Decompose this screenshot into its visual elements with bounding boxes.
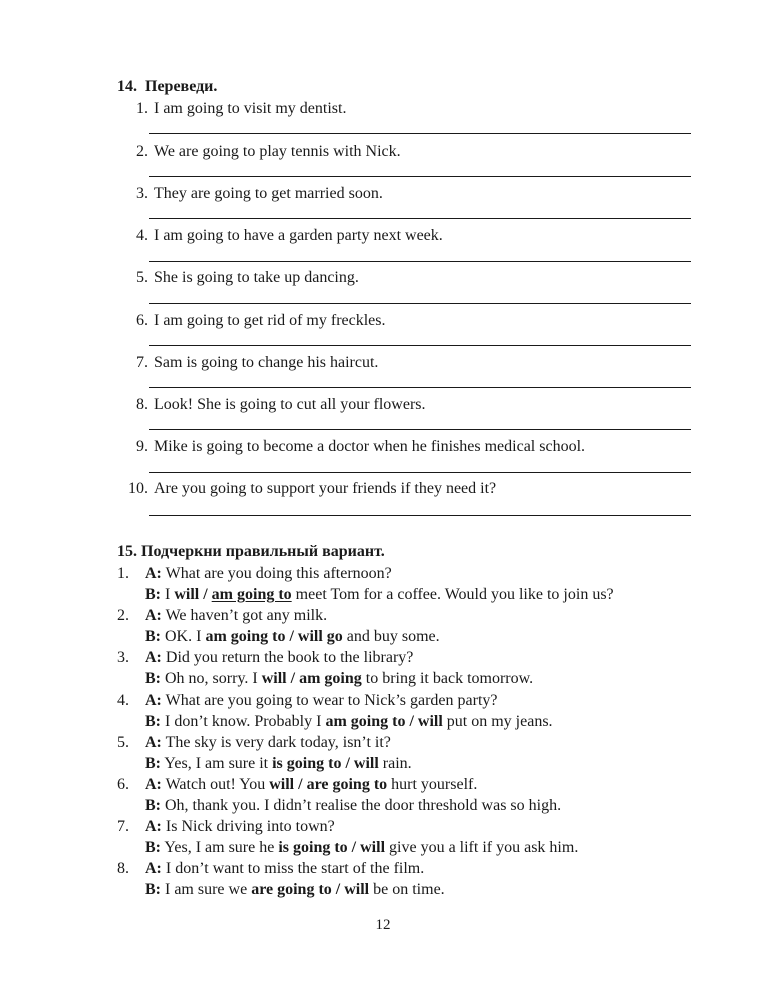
dialog-line-content (145, 668, 533, 689)
speaker-label: A: (145, 649, 162, 667)
sentence-3: 3. They are going to get married soon. (136, 185, 383, 202)
sentence-6: 6. I am going to get rid of my freckles. (136, 312, 386, 329)
dialog-number: 5. (117, 733, 129, 751)
speaker-label: A: (145, 818, 162, 836)
dialog-6-line-a (117, 774, 717, 795)
dialog-1-line-b (117, 584, 717, 605)
dialog-text: What are you doing this afternoon? (165, 565, 392, 582)
dialog-text-after: put on my jeans. (446, 712, 553, 730)
dialog-7-line-b (117, 837, 717, 858)
speaker-label: B: (145, 712, 161, 730)
answer-line-3[interactable] (149, 218, 691, 219)
dialog-number: 3. (117, 649, 129, 667)
option-1[interactable]: am going to (325, 712, 406, 730)
dialog-text: I don’t want to miss the start of the film. (165, 860, 425, 878)
option-2[interactable]: will go (297, 628, 343, 646)
dialog-text: Oh, thank you. I didn’t realise the door threshold was so high. (165, 797, 562, 815)
speaker-label: B: (145, 670, 161, 688)
exercise-number: 14. (117, 78, 137, 95)
exercise-14-title (117, 78, 217, 96)
dialog-text-before: I don’t know. Probably I (165, 712, 322, 730)
dialog-line-content (145, 711, 553, 732)
answer-line-1[interactable] (149, 133, 691, 134)
dialog-list (117, 563, 717, 901)
option-1[interactable]: is going to (272, 754, 342, 772)
sentence-9: 9. Mike is going to become a doctor when he finishes medical school. (136, 438, 586, 455)
speaker-label: A: (145, 860, 162, 878)
dialog-number: 6. (117, 775, 129, 793)
option-1[interactable]: are going to (251, 881, 332, 899)
sentence-10: 10. Are you going to support your friends if they need it? (128, 480, 497, 497)
option-separator: / (203, 586, 208, 604)
dialog-8-line-b (117, 879, 717, 900)
option-1[interactable]: am going to (205, 628, 286, 646)
dialog-number: 2. (117, 607, 129, 625)
dialog-line-content (145, 774, 477, 795)
option-2[interactable]: will (353, 754, 379, 772)
dialog-line-content (145, 647, 413, 668)
dialog-6-line-b (117, 795, 717, 816)
exercise-instruction: Подчеркни правильный вариант. (141, 543, 385, 560)
dialog-line-content (145, 584, 614, 605)
dialog-text-after: meet Tom for a coffee. Would you like to join us? (295, 586, 614, 604)
answer-line-2[interactable] (149, 176, 691, 177)
option-1[interactable]: will (269, 775, 295, 793)
answer-line-10[interactable] (149, 515, 691, 516)
dialog-text: Is Nick driving into town? (165, 818, 335, 836)
dialog-text-before: Yes, I am sure it (164, 754, 269, 772)
option-2[interactable]: am going to (211, 586, 292, 604)
speaker-label: B: (145, 797, 161, 815)
option-separator: / (335, 881, 341, 899)
exercise-number: 15. (117, 543, 137, 560)
option-separator: / (351, 839, 357, 857)
speaker-label: B: (145, 881, 161, 899)
speaker-label: A: (145, 775, 162, 793)
dialog-number: 4. (117, 691, 129, 709)
dialog-3-line-a (117, 647, 717, 668)
dialog-text-before: Oh no, sorry. I (165, 670, 258, 688)
dialog-number: 7. (117, 818, 129, 836)
dialog-4-line-b (117, 711, 717, 732)
dialog-text-before: OK. I (165, 628, 202, 646)
dialog-line-content (145, 626, 440, 647)
dialog-3-line-b (117, 668, 717, 689)
exercise-15-title (117, 541, 717, 563)
dialog-text-after: give you a lift if you ask him. (389, 839, 579, 857)
sentence-5: 5. She is going to take up dancing. (136, 269, 359, 286)
dialog-text: What are you going to wear to Nick’s garden party? (165, 691, 498, 709)
dialog-8-line-a (117, 858, 717, 879)
dialog-2-line-a (117, 605, 717, 626)
dialog-text: The sky is very dark today, isn’t it? (165, 733, 391, 751)
dialog-line-content (145, 753, 412, 774)
option-2[interactable]: will (360, 839, 386, 857)
option-2[interactable]: will (344, 881, 370, 899)
answer-line-6[interactable] (149, 345, 691, 346)
answer-line-8[interactable] (149, 429, 691, 430)
option-separator: / (345, 754, 350, 772)
dialog-line-content (145, 795, 561, 816)
option-separator: / (289, 628, 294, 646)
speaker-label: B: (145, 839, 161, 857)
dialog-7-line-a (117, 816, 717, 837)
dialog-number: 8. (117, 860, 129, 878)
dialog-text-after: rain. (382, 754, 412, 772)
dialog-text: Did you return the book to the library? (165, 649, 414, 667)
option-1[interactable]: is going to (278, 839, 348, 857)
answer-line-7[interactable] (149, 387, 691, 388)
dialog-line-content (145, 732, 391, 753)
dialog-line-content (145, 858, 424, 879)
dialog-text-before: Yes, I am sure he (164, 839, 275, 857)
option-2[interactable]: will (417, 712, 443, 730)
page-number: 12 (375, 917, 391, 933)
dialog-1-line-a (117, 563, 717, 584)
dialog-text-after: hurt yourself. (391, 775, 478, 793)
dialog-2-line-b (117, 626, 717, 647)
sentence-1: 1. I am going to visit my dentist. (136, 100, 347, 117)
option-1[interactable]: will (174, 586, 200, 604)
dialog-text-before: Watch out! You (165, 775, 266, 793)
speaker-label: A: (145, 691, 162, 709)
dialog-line-content (145, 879, 445, 900)
exercise-instruction: Переведи. (145, 78, 218, 95)
sentence-7: 7. Sam is going to change his haircut. (136, 354, 379, 371)
dialog-line-content (145, 816, 335, 837)
dialog-5-line-b (117, 753, 717, 774)
dialog-number: 1. (117, 565, 129, 582)
sentence-4: 4. I am going to have a garden party next week. (136, 227, 443, 244)
dialog-text-after: and buy some. (346, 628, 440, 646)
dialog-text-after: be on time. (373, 881, 445, 899)
dialog-5-line-a (117, 732, 717, 753)
option-separator: / (409, 712, 414, 730)
option-1[interactable]: will (261, 670, 287, 688)
dialog-text-before: I (165, 586, 171, 604)
dialog-line-content (145, 563, 392, 584)
dialog-text: We haven’t got any milk. (165, 607, 328, 625)
option-separator: / (290, 670, 296, 688)
speaker-label: B: (145, 754, 161, 772)
dialog-text-before: I am sure we (165, 881, 248, 899)
dialog-text-after: to bring it back tomorrow. (365, 670, 534, 688)
speaker-label: A: (145, 565, 162, 582)
speaker-label: B: (145, 586, 161, 604)
dialog-line-content (145, 605, 327, 626)
option-2[interactable]: are going to (306, 775, 388, 793)
dialog-line-content (145, 837, 578, 858)
dialog-line-content (145, 690, 498, 711)
speaker-label: A: (145, 607, 162, 625)
exercise-15 (117, 541, 717, 901)
answer-line-5[interactable] (149, 303, 691, 304)
speaker-label: A: (145, 733, 162, 751)
speaker-label: B: (145, 628, 161, 646)
option-2[interactable]: am going (299, 670, 362, 688)
sentence-2: 2. We are going to play tennis with Nick. (136, 143, 401, 160)
option-separator: / (298, 775, 303, 793)
answer-line-4[interactable] (149, 261, 691, 262)
dialog-4-line-a (117, 690, 717, 711)
answer-line-9[interactable] (149, 472, 691, 473)
sentence-8: 8. Look! She is going to cut all your flowers. (136, 396, 426, 413)
